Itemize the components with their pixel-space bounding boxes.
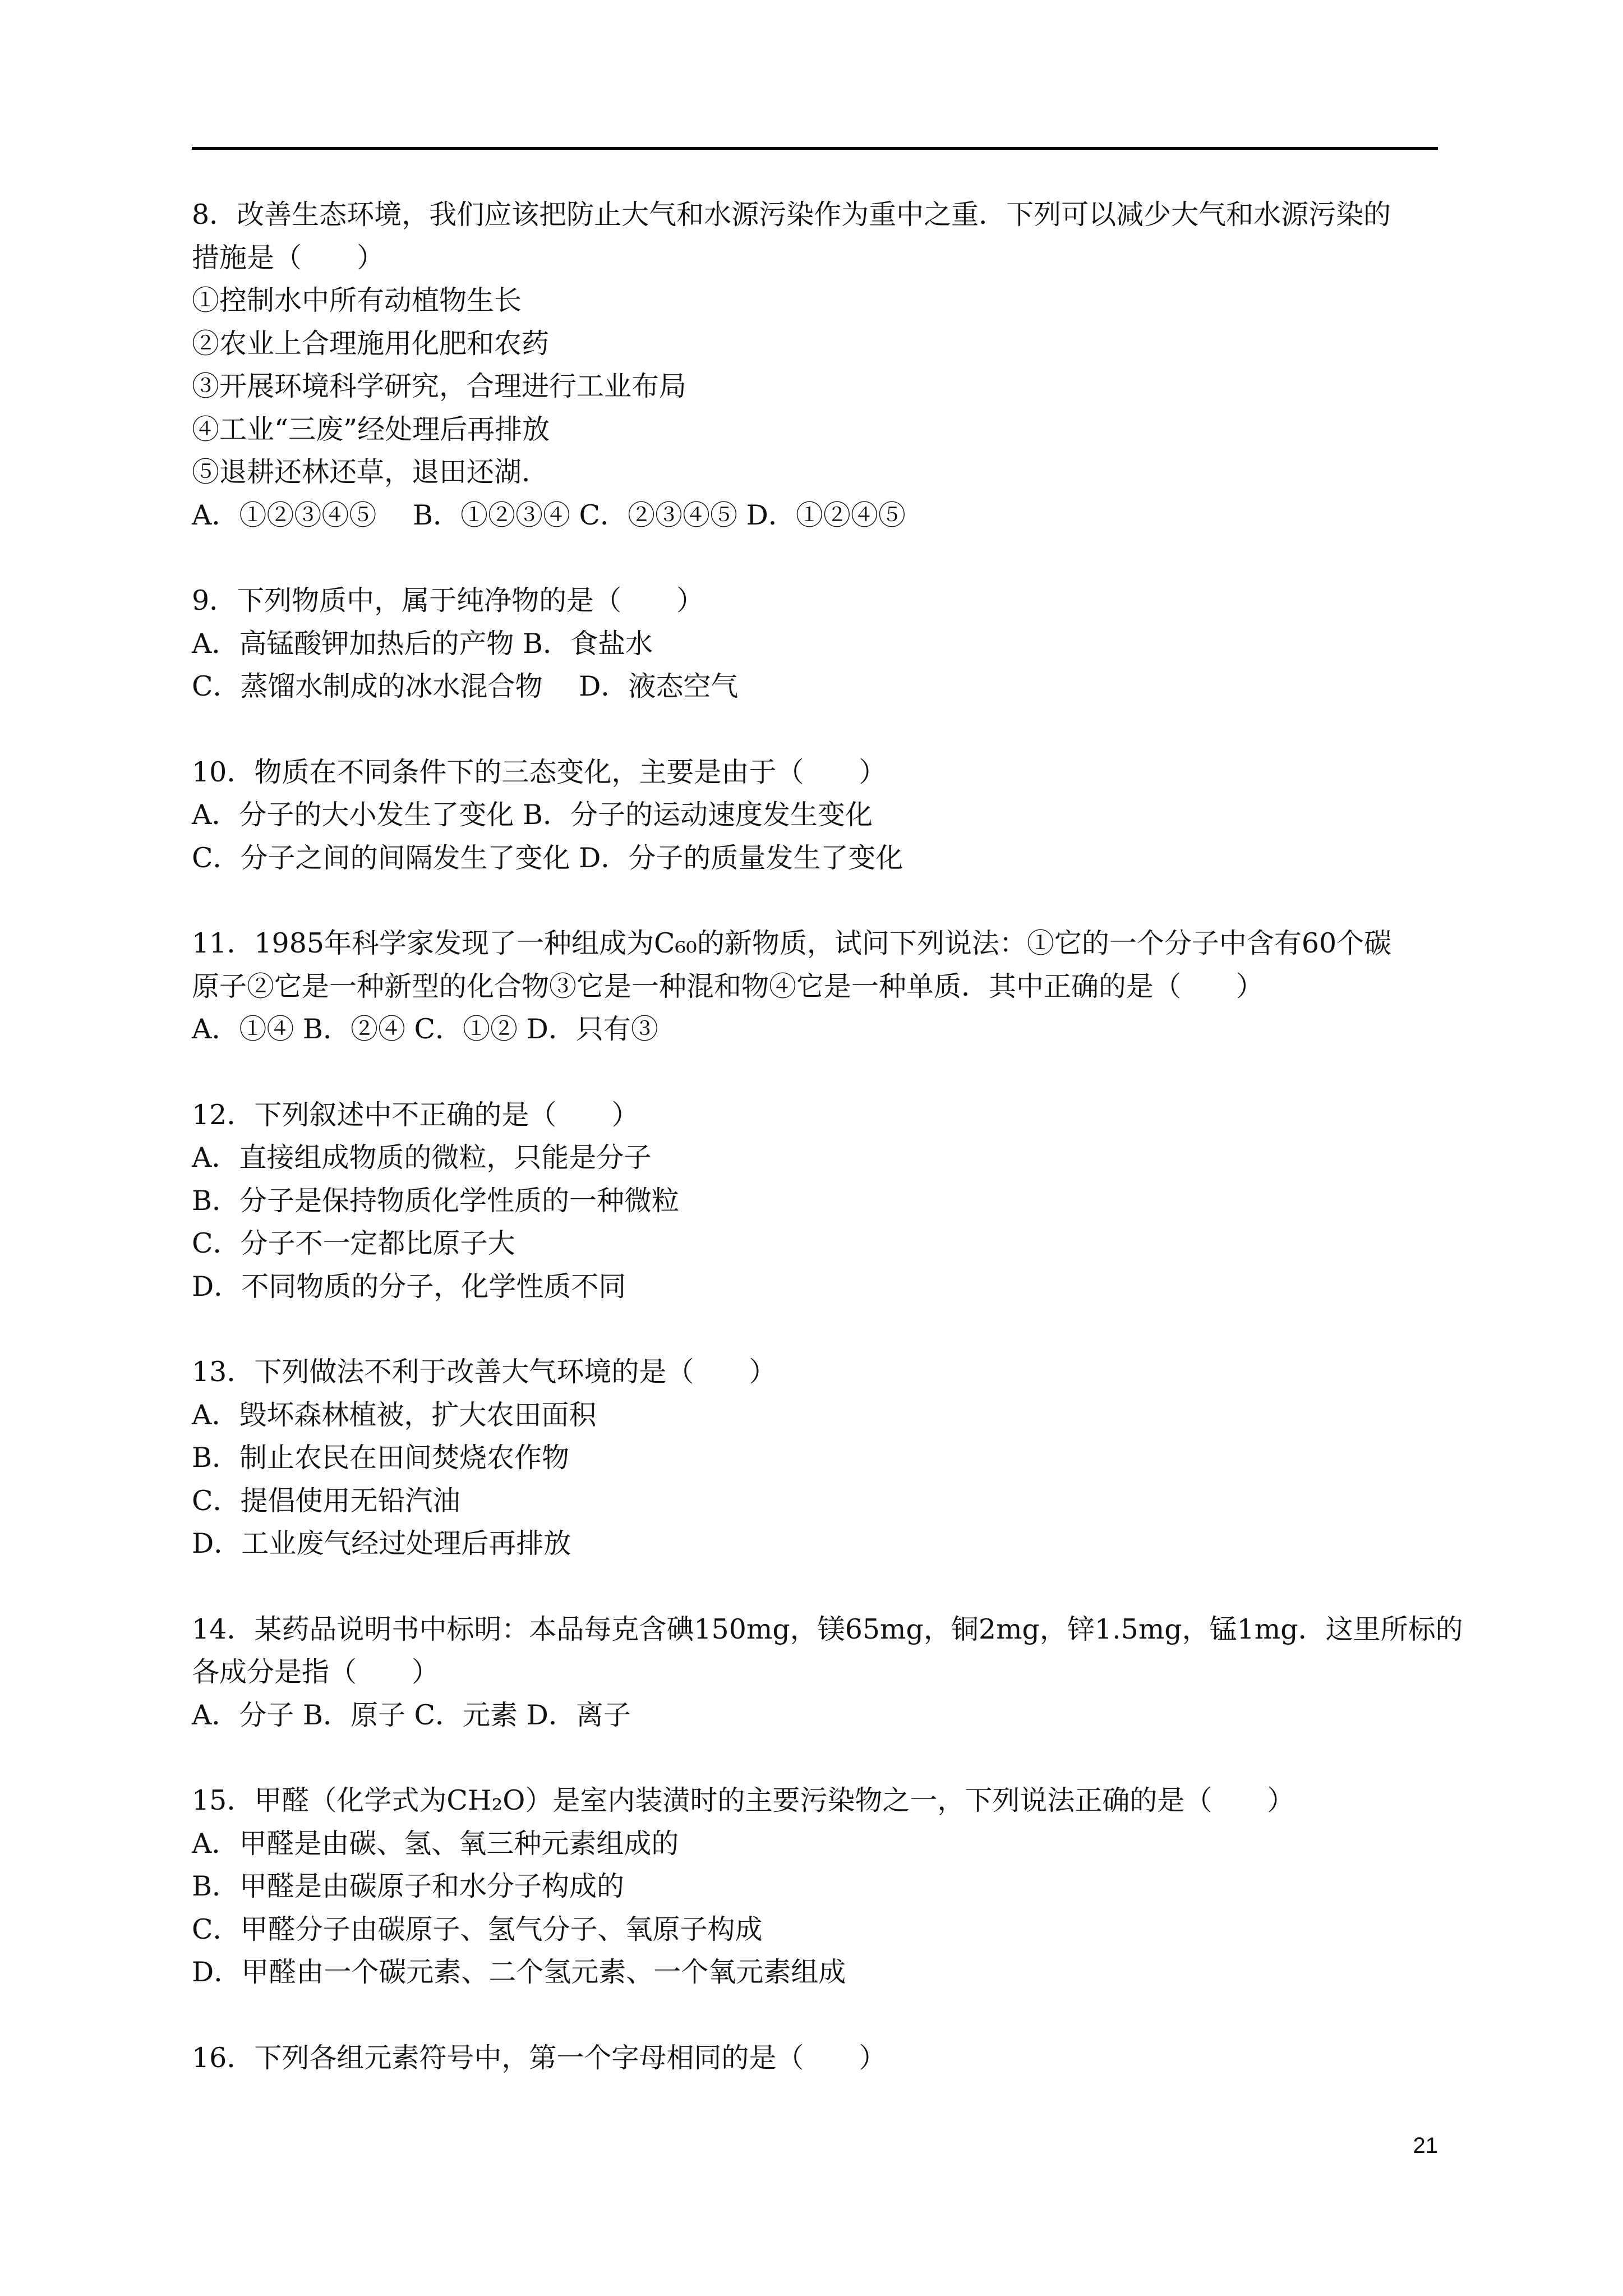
answer-choice: A．毁坏森林植被，扩大农田面积 [192,1398,597,1431]
answer-choices: C．分子之间的间隔发生了变化 D．分子的质量发生了变化 [192,841,903,874]
question-option: ⑤退耕还林还草，退田还湖． [192,456,550,488]
answer-choices: A．①②③④⑤ B．①②③④ C．②③④⑤ D．①②④⑤ [192,499,906,531]
question-16 [192,2037,1438,2080]
question-option: ②农业上合理施用化肥和农药 [192,327,550,360]
question-stem-line: 措施是（ ） [192,241,385,274]
answer-choice: B．甲醛是由碳原子和水分子构成的 [192,1870,625,1902]
page-number: 21 [1413,2133,1438,2158]
answer-choices: A．①④ B．②④ C．①② D．只有③ [192,1013,658,1045]
answer-choices: A．高锰酸钾加热后的产物 B．食盐水 [192,627,653,660]
question-15 [192,1779,1438,1994]
question-10 [192,751,1438,880]
question-11 [192,922,1438,1051]
question-stem-line: 9．下列物质中，属于纯净物的是（ ） [192,585,704,616]
question-stem-line: 16．下列各组元素符号中，第一个字母相同的是（ ） [192,2041,887,2074]
answer-choices: A．分子 B．原子 C．元素 D．离子 [192,1699,631,1731]
question-stem-line: 14．某药品说明书中标明：本品每克含碘150mg，镁65mg，铜2mg，锌1.5mg，锰1mg．这里所标的 [192,1613,1463,1645]
question-8 [192,194,1438,537]
question-option: ①控制水中所有动植物生长 [192,284,522,316]
question-stem-line: 8．改善生态环境，我们应该把防止大气和水源污染作为重中之重．下列可以减少大气和水源污染的 [192,199,1391,231]
answer-choice: A．甲醛是由碳、氢、氧三种元素组成的 [192,1827,679,1860]
question-stem-line: 原子②它是一种新型的化合物③它是一种混和物④它是一种单质．其中正确的是（ ） [192,970,1264,1002]
question-13 [192,1351,1438,1566]
answer-choices: C．蒸馏水制成的冰水混合物 D．液态空气 [192,670,739,702]
answer-choice: D．工业废气经过处理后再排放 [192,1527,571,1559]
answer-choice: B．制止农民在田间焚烧农作物 [192,1442,570,1474]
answer-choice: C．甲醛分子由碳原子、氢气分子、氧原子构成 [192,1913,763,1945]
answer-choices: A．分子的大小发生了变化 B．分子的运动速度发生变化 [192,799,873,831]
header-divider [192,147,1438,150]
question-stem-line: 12．下列叙述中不正确的是（ ） [192,1098,639,1131]
question-list [192,194,1463,2079]
answer-choice: C．分子不一定都比原子大 [192,1227,515,1259]
question-9 [192,579,1438,708]
answer-choice: C．提倡使用无铅汽油 [192,1484,460,1517]
question-stem-line: 11．1985年科学家发现了一种组成为C₆₀的新物质，试问下列说法：①它的一个分子中含有60个碳 [192,927,1392,959]
question-stem-line: 10．物质在不同条件下的三态变化，主要是由于（ ） [192,756,887,788]
answer-choice: D．甲醛由一个碳元素、二个氢元素、一个氧元素组成 [192,1956,846,1988]
question-stem-line: 各成分是指（ ） [192,1656,440,1688]
question-option: ③开展环境科学研究，合理进行工业布局 [192,370,687,402]
question-12 [192,1094,1438,1309]
question-option: ④工业“三废”经处理后再排放 [192,413,550,445]
answer-choice: A．直接组成物质的微粒，只能是分子 [192,1142,652,1174]
answer-choice: D．不同物质的分子，化学性质不同 [192,1270,626,1303]
question-14 [192,1608,1463,1737]
answer-choice: B．分子是保持物质化学性质的一种微粒 [192,1184,680,1217]
question-stem-line: 13．下列做法不利于改善大气环境的是（ ） [192,1356,777,1388]
question-stem-line: 15．甲醛（化学式为CH₂O）是室内装潢时的主要污染物之一，下列说法正确的是（ ） [192,1784,1295,1816]
